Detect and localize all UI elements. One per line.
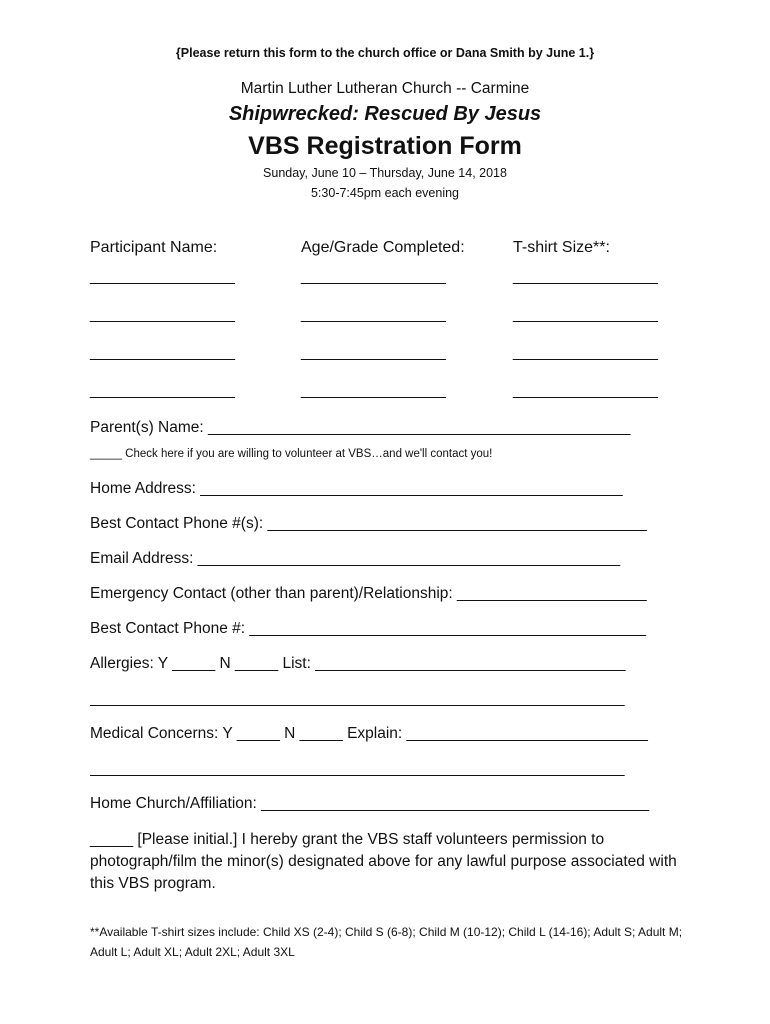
email-field[interactable]: Email Address: _________________________________________________ bbox=[90, 550, 621, 567]
home-address-field[interactable]: Home Address: _________________________________________________ bbox=[90, 480, 623, 497]
tshirt-sizes-footnote: **Available T-shirt sizes include: Child XS (2-4); Child S (6-8); Child M (10-12); Child L (14-16); Adult S; Adult M; Adult L; Adult XL; Adult 2XL; Adult 3XL bbox=[90, 925, 683, 959]
photo-permission-statement[interactable]: _____ [Please initial.] I hereby grant the VBS staff volunteers permission to photograph/film the minor(s) designated above for any lawful purpose associated with this VBS program. bbox=[90, 831, 677, 892]
contact-phone-field[interactable]: Best Contact Phone #(s): ____________________________________________ bbox=[90, 515, 647, 532]
emergency-phone-field[interactable]: Best Contact Phone #: ______________________________________________ bbox=[90, 620, 646, 637]
tshirt-size-field[interactable]: _________________ bbox=[513, 382, 658, 399]
church-name: Martin Luther Lutheran Church -- Carmine bbox=[240, 80, 530, 97]
age-grade-field[interactable]: _________________ bbox=[301, 382, 446, 399]
event-times: 5:30-7:45pm each evening bbox=[310, 186, 460, 200]
allergies-continuation-line[interactable]: ______________________________________________________________ bbox=[90, 690, 625, 707]
vbs-theme: Shipwrecked: Rescued By Jesus bbox=[228, 103, 542, 125]
parent-name-field[interactable]: Parent(s) Name: _________________________________________________ bbox=[90, 419, 631, 436]
age-grade-field[interactable]: _________________ bbox=[301, 268, 446, 285]
participant-name-field[interactable]: _________________ bbox=[90, 344, 235, 361]
participant-name-header: Participant Name: bbox=[90, 239, 218, 256]
age-grade-field[interactable]: _________________ bbox=[301, 344, 446, 361]
participant-name-field[interactable]: _________________ bbox=[90, 306, 235, 323]
form-title: VBS Registration Form bbox=[248, 132, 522, 160]
event-dates: Sunday, June 10 – Thursday, June 14, 2018 bbox=[263, 166, 507, 180]
age-grade-header: Age/Grade Completed: bbox=[301, 239, 465, 256]
tshirt-size-header: T-shirt Size**: bbox=[513, 239, 610, 256]
participant-name-field[interactable]: _________________ bbox=[90, 268, 235, 285]
medical-concerns-field[interactable]: Medical Concerns: Y _____ N _____ Explain: ____________________________ bbox=[90, 725, 648, 742]
tshirt-size-field[interactable]: _________________ bbox=[513, 306, 658, 323]
home-church-field[interactable]: Home Church/Affiliation: _____________________________________________ bbox=[90, 795, 650, 812]
tshirt-size-field[interactable]: _________________ bbox=[513, 344, 658, 361]
age-grade-field[interactable]: _________________ bbox=[301, 306, 446, 323]
allergies-field[interactable]: Allergies: Y _____ N _____ List: ____________________________________ bbox=[90, 655, 626, 672]
medical-continuation-line[interactable]: ______________________________________________________________ bbox=[90, 760, 625, 777]
volunteer-checkbox-line[interactable]: _____ Check here if you are willing to volunteer at VBS…and we'll contact you! bbox=[90, 448, 493, 460]
return-notice: {Please return this form to the church office or Dana Smith by June 1.} bbox=[175, 46, 595, 60]
emergency-contact-field[interactable]: Emergency Contact (other than parent)/Relationship: ______________________ bbox=[90, 585, 647, 602]
participant-name-field[interactable]: _________________ bbox=[90, 382, 235, 399]
tshirt-size-field[interactable]: _________________ bbox=[513, 268, 658, 285]
